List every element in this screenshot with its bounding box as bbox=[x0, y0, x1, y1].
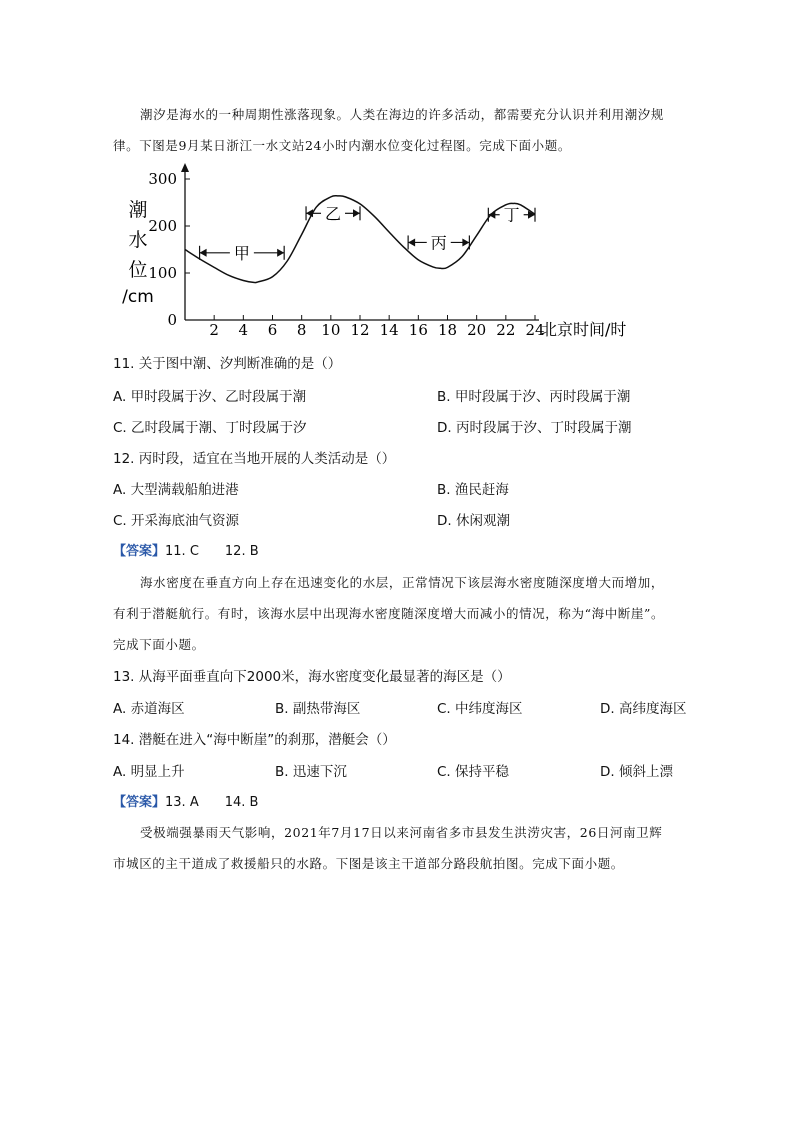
q13-option-a[interactable]: A. 赤道海区 bbox=[113, 701, 185, 717]
q12-option-a[interactable]: A. 大型满载船舶进港 bbox=[113, 482, 239, 498]
x-tick-label: 18 bbox=[437, 321, 458, 339]
answer-tag: 【答案】 bbox=[113, 795, 166, 810]
segment-label: 甲 bbox=[233, 243, 250, 263]
intro3-line1: 受极端强暴雨天气影响，2021年7月17日以来河南省多市县发生洪涝灾害，26日河南卫辉 bbox=[140, 825, 663, 840]
intro3-line2: 市城区的主干道成了救援船只的水路。下图是该主干道部分路段航拍图。完成下面小题。 bbox=[113, 856, 624, 871]
q14-option-d[interactable]: D. 倾斜上漂 bbox=[600, 764, 673, 780]
y-axis-title-unit: /cm bbox=[122, 287, 154, 307]
intro1-line2: 律。下图是9月某日浙江一水文站24小时内潮水位变化过程图。完成下面小题。 bbox=[113, 138, 571, 153]
q14-stem: 14. 潜艇在进入“海中断崖”的刹那，潜艇会（） bbox=[113, 732, 396, 748]
segment-label: 乙 bbox=[325, 204, 342, 224]
segment-arrow-left bbox=[200, 249, 207, 257]
answer-block-2 bbox=[113, 791, 794, 810]
segment-arrow-right bbox=[462, 238, 469, 246]
q11-option-c[interactable]: C. 乙时段属于潮、丁时段属于汐 bbox=[113, 420, 307, 436]
x-tick-label: 24 bbox=[525, 321, 545, 339]
q13-option-d[interactable]: D. 高纬度海区 bbox=[600, 701, 687, 717]
x-tick-label: 16 bbox=[408, 321, 428, 339]
answer-block-1 bbox=[113, 540, 794, 559]
intro2-line2: 有利于潜艇航行。有时，该海水层中出现海水密度随深度增大而减小的情况，称为“海中断崖”。 bbox=[113, 606, 665, 621]
q11-stem: 11. 关于图中潮、汐判断准确的是（） bbox=[113, 356, 342, 372]
x-tick-label: 8 bbox=[296, 321, 307, 339]
y-axis-title-char: 潮 bbox=[128, 199, 148, 221]
x-tick-label: 10 bbox=[321, 321, 341, 339]
x-tick-label: 12 bbox=[350, 321, 370, 339]
answer-text: 11. C 12. B bbox=[165, 544, 259, 559]
x-tick-label: 14 bbox=[379, 321, 399, 339]
segment-label: 丙 bbox=[430, 233, 447, 253]
segment-arrow-right bbox=[277, 249, 284, 257]
q13-option-c[interactable]: C. 中纬度海区 bbox=[437, 701, 523, 717]
x-axis-title: 北京时间/时 bbox=[541, 320, 627, 339]
y-tick-label: 0 bbox=[167, 311, 177, 329]
q13-stem: 13. 从海平面垂直向下2000米，海水密度变化最显著的海区是（） bbox=[113, 669, 511, 685]
q11-option-d[interactable]: D. 丙时段属于汐、丁时段属于潮 bbox=[437, 420, 632, 436]
q12-stem: 12. 丙时段，适宜在当地开展的人类活动是（） bbox=[113, 451, 396, 467]
q12-option-c[interactable]: C. 开采海底油气资源 bbox=[113, 513, 240, 529]
q14-option-a[interactable]: A. 明显上升 bbox=[113, 764, 185, 780]
y-axis-title-char: 位 bbox=[128, 259, 148, 281]
segment-label: 丁 bbox=[503, 205, 520, 225]
answer-tag: 【答案】 bbox=[113, 544, 166, 559]
q14-option-c[interactable]: C. 保持平稳 bbox=[437, 764, 510, 780]
x-tick-label: 20 bbox=[467, 321, 487, 339]
q11-option-b[interactable]: B. 甲时段属于汐、丙时段属于潮 bbox=[437, 389, 631, 405]
y-tick-label: 200 bbox=[148, 217, 177, 235]
x-tick-label: 22 bbox=[496, 321, 516, 339]
segment-arrow-left bbox=[306, 209, 313, 217]
x-tick-label: 2 bbox=[209, 321, 219, 339]
q12-option-d[interactable]: D. 休闲观潮 bbox=[437, 513, 510, 529]
x-tick-label: 6 bbox=[267, 321, 278, 339]
q11-option-a[interactable]: A. 甲时段属于汐、乙时段属于潮 bbox=[113, 389, 307, 405]
intro2-line3: 完成下面小题。 bbox=[113, 637, 205, 652]
segment-arrow-right bbox=[353, 209, 360, 217]
y-tick-label: 100 bbox=[148, 264, 177, 282]
tide-chart bbox=[113, 160, 673, 342]
intro1-line1: 潮汐是海水的一种周期性涨落现象。人类在海边的许多活动，都需要充分认识并利用潮汐规 bbox=[140, 107, 665, 122]
x-tick-label: 4 bbox=[238, 321, 249, 339]
segment-arrow-left bbox=[408, 238, 415, 246]
y-axis-title-char: 水 bbox=[128, 229, 148, 251]
answer-text: 13. A 14. B bbox=[165, 795, 259, 810]
q12-option-b[interactable]: B. 渔民赶海 bbox=[437, 482, 509, 498]
q14-option-b[interactable]: B. 迅速下沉 bbox=[275, 764, 347, 780]
y-tick-label: 300 bbox=[148, 170, 177, 188]
intro2-line1: 海水密度在垂直方向上存在迅速变化的水层，正常情况下该层海水密度随深度增大而增加， bbox=[140, 575, 665, 590]
q13-option-b[interactable]: B. 副热带海区 bbox=[275, 701, 361, 717]
y-axis-arrow bbox=[181, 163, 189, 172]
